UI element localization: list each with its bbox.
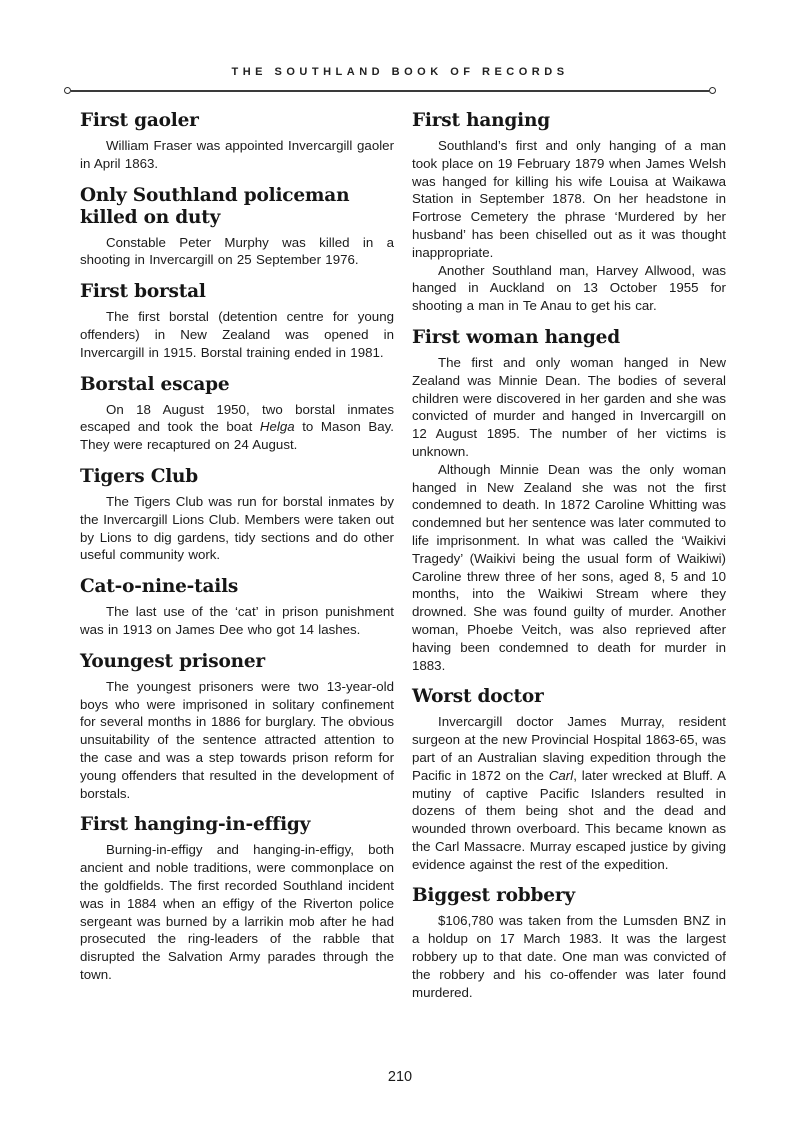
section-heading: First hanging-in-effigy: [80, 814, 311, 836]
section-paragraph: On 18 August 1950, two borstal inmates escaped and took the boat Helga to Mason Bay. They were recaptured on 24 August.: [80, 401, 394, 453]
record-section: [412, 885, 726, 1001]
section-paragraph: Burning-in-effigy and hanging-in-effigy, both ancient and noble traditions, were commonplace on the goldfields. The first recorded Southland incident was in 1884 when an effigy of the Riverton police sergeant was burned by a larrikin mob after he had prosecuted the ring-leaders of the rabble that disrupted the Salvation Army parades through the town.: [80, 842, 394, 982]
section-paragraph: The first borstal (detention centre for young offenders) in New Zealand was opened in Invercargill in 1915. Borstal training ended in 1981.: [80, 309, 394, 360]
section-paragraph: Southland’s first and only hanging of a man took place on 19 February 1879 when James Welsh was hanged for killing his wife Louisa at Waikawa Station in September 1878. On her headstone in Fortrose Cemetery the phrase ‘Murdered by her husband’ has been chiselled out as it was thought inappropriate.: [412, 138, 726, 260]
rule-left-ring-icon: [64, 87, 71, 94]
section-paragraph: The first and only woman hanged in New Zealand was Minnie Dean. The bodies of several children were discovered in her garden and she was convicted of murder and hanged in Invercargill on 12 August 1895. The number of her victims is unknown.: [412, 354, 726, 459]
section-heading: First gaoler: [80, 110, 199, 131]
record-section: [80, 576, 394, 639]
record-section: [80, 281, 394, 361]
record-section: [80, 814, 394, 983]
record-section: [80, 374, 394, 454]
section-paragraph: William Fraser was appointed Invercargill gaoler in April 1863.: [80, 138, 394, 171]
record-section: [412, 110, 726, 315]
section-heading: Youngest prisoner: [80, 650, 265, 672]
rule-right-ring-icon: [709, 87, 716, 94]
section-heading: First borstal: [80, 281, 206, 303]
section-paragraph: Another Southland man, Harvey Allwood, was hanged in Auckland on 13 October 1955 for shooting a man in Te Anau to get his car.: [412, 262, 726, 314]
section-heading: Biggest robbery: [412, 885, 575, 907]
record-section: [80, 466, 394, 564]
section-paragraph: Invercargill doctor James Murray, resident surgeon at the new Provincial Hospital 1863-65, was part of an Australian slaving expedition through the Pacific in 1872 on the Carl, later wrecked at Bluff. A mutiny of captive Pacific Islanders resulted in dozens of them being shot and the dead and wounded thrown overboard. This became known as the Carl Massacre. Murray escaped justice by giving evidence against the rest of the expedition.: [412, 714, 726, 872]
section-heading: Cat-o-nine-tails: [80, 576, 239, 598]
record-section: [80, 110, 394, 173]
rule-line: [71, 90, 709, 92]
section-heading: Borstal escape: [80, 373, 230, 395]
section-heading: First hanging: [412, 110, 550, 131]
text-columns: [80, 106, 726, 1001]
section-paragraph: $106,780 was taken from the Lumsden BNZ in a holdup on 17 March 1983. It was the largest robbery up to that date. One man was convicted of the robbery and his co-offender was later found murdered.: [412, 913, 726, 1000]
right-column: [412, 106, 726, 1001]
section-paragraph: The Tigers Club was run for borstal inmates by the Invercargill Lions Club. Members were taken out by Lions to dig gardens, tidy sections and do other useful community work.: [80, 493, 394, 563]
italic-text: Carl: [548, 767, 574, 783]
italic-text: Helga: [259, 419, 295, 435]
section-heading: Only Southland policeman killed on duty: [80, 184, 350, 228]
record-section: [80, 651, 394, 803]
record-section: [412, 686, 726, 873]
section-paragraph: The last use of the ‘cat’ in prison punishment was in 1913 on James Dee who got 14 lashes.: [80, 604, 394, 637]
section-heading: Tigers Club: [80, 465, 199, 487]
running-head: THE SOUTHLAND BOOK OF RECORDS: [231, 66, 569, 78]
section-paragraph: Although Minnie Dean was the only woman hanged in New Zealand she was not the first condemned to death. In 1872 Caroline Whitting was condemned but her sentence was later commuted to life imprisonment. In what was called the ‘Waikivi Tragedy’ (Waikivi being the usual form of Waikiwi) Caroline threw three of her sons, aged 8, 5 and 10 months, into the Waikiwi Stream where they drowned. She was found guilty of murder. Another woman, Phoebe Veitch, was also reprieved after having been condemned to death for murder in 1883.: [412, 461, 726, 673]
section-paragraph: The youngest prisoners were two 13-year-old boys who were imprisoned in solitary confinement for several months in 1886 for burglary. The obvious unsuitability of the sentence attracted attention to the case and was a step towards prison reform for young offenders that resulted in the development of borstals.: [80, 678, 394, 801]
section-heading: Worst doctor: [412, 686, 544, 708]
record-section: [80, 185, 394, 270]
section-paragraph: Constable Peter Murphy was killed in a shooting in Invercargill on 25 September 1976.: [80, 234, 394, 268]
record-section: [412, 327, 726, 674]
section-heading: First woman hanged: [412, 326, 620, 348]
page-number: 210: [387, 1069, 413, 1085]
left-column: [80, 106, 394, 1001]
header-rule: [64, 86, 716, 95]
